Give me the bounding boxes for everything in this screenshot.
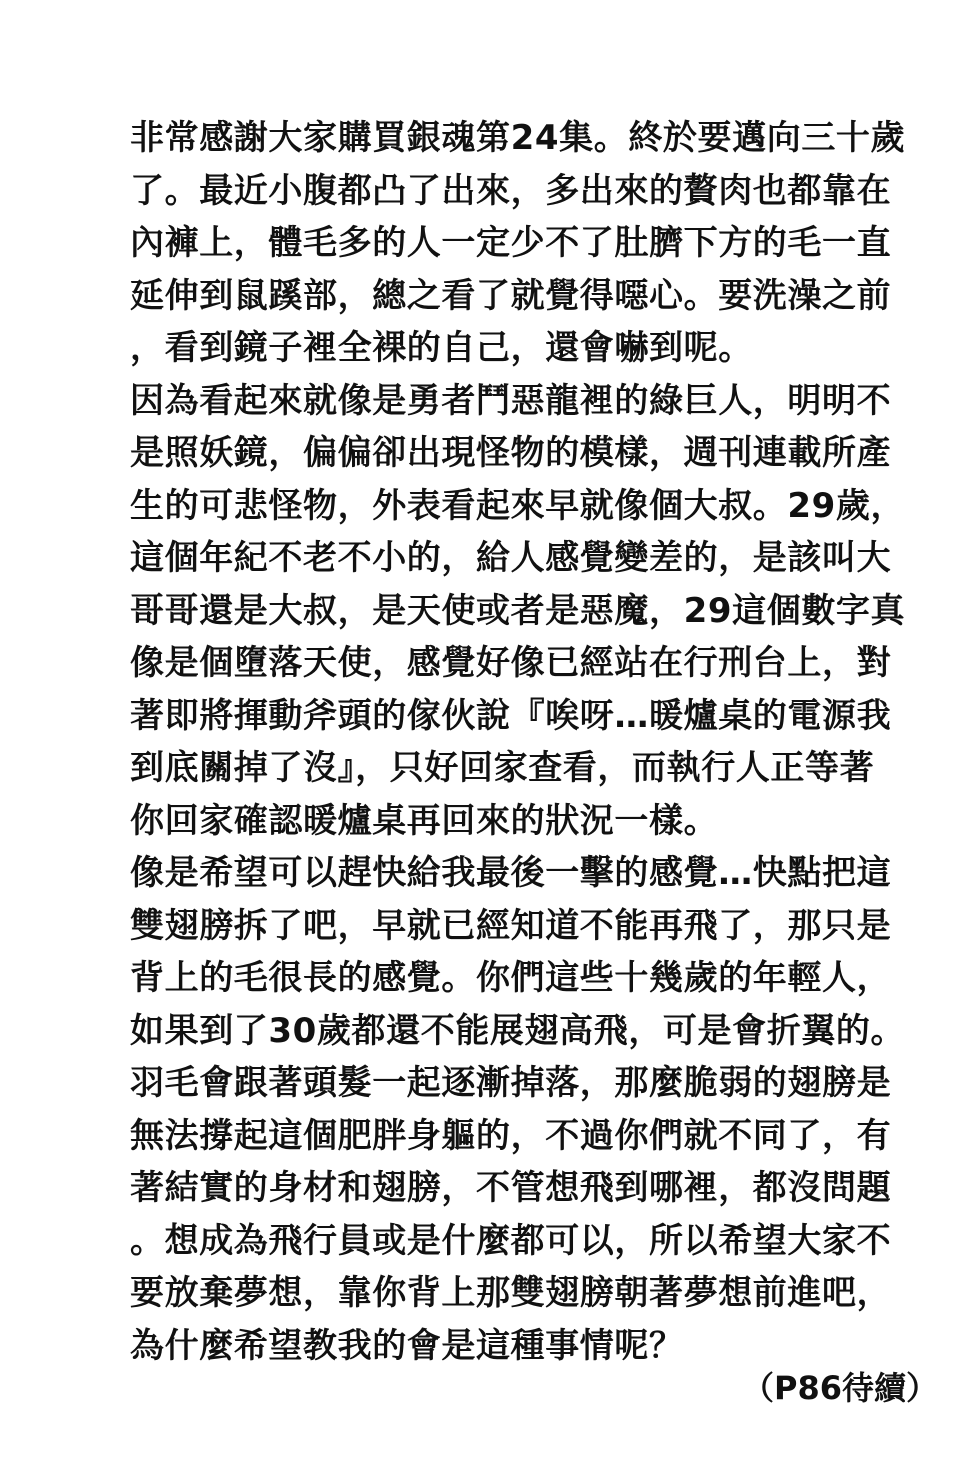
text-line: 。想成為飛行員或是什麼都可以，所以希望大家不 bbox=[130, 1220, 892, 1261]
text-line: 延伸到鼠蹊部，總之看了就覺得噁心。要洗澡之前 bbox=[130, 275, 892, 316]
text-line: 為什麼希望教我的會是這種事情呢？ bbox=[130, 1325, 684, 1366]
text-line: 了。最近小腹都凸了出來，多出來的贅肉也都靠在 bbox=[130, 170, 892, 211]
text-line: 背上的毛很長的感覺。你們這些十幾歲的年輕人， bbox=[130, 958, 892, 998]
afterword-text bbox=[130, 112, 906, 1372]
text-line: 這個年紀不老不小的，給人感覺變差的，是該叫大 bbox=[130, 538, 892, 578]
text-line: 內褲上，體毛多的人一定少不了肚臍下方的毛一直 bbox=[130, 223, 892, 263]
text-line: 雙翅膀拆了吧，早就已經知道不能再飛了，那只是 bbox=[130, 905, 892, 946]
text-line: 著結實的身材和翅膀，不管想飛到哪裡，都沒問題 bbox=[130, 1168, 892, 1208]
text-line: 羽毛會跟著頭髮一起逐漸掉落，那麼脆弱的翅膀是 bbox=[130, 1063, 892, 1103]
text-line: 到底關掉了沒』，只好回家查看，而執行人正等著 bbox=[130, 748, 875, 788]
text-line: 你回家確認暖爐桌再回來的狀況一樣。 bbox=[130, 800, 719, 841]
text-line: 非常感謝大家購買銀魂第24集。終於要邁向三十歲 bbox=[130, 118, 906, 158]
text-line: 哥哥還是大叔，是天使或者是惡魔，29這個數字真 bbox=[130, 590, 906, 631]
text-line: 因為看起來就像是勇者鬥惡龍裡的綠巨人，明明不 bbox=[130, 380, 892, 421]
text-line: 著即將揮動斧頭的傢伙說『唉呀…暖爐桌的電源我 bbox=[130, 695, 892, 736]
text-line: 如果到了30歲都還不能展翅高飛，可是會折翼的。 bbox=[130, 1010, 906, 1051]
continued-note: （P86待續） bbox=[742, 1369, 938, 1407]
text-line: ，看到鏡子裡全裸的自己，還會嚇到呢。 bbox=[130, 328, 753, 368]
text-line: 要放棄夢想，靠你背上那雙翅膀朝著夢想前進吧， bbox=[130, 1273, 892, 1313]
text-line: 像是希望可以趕快給我最後一擊的感覺…快點把這 bbox=[130, 853, 892, 893]
text-line: 像是個墮落天使，感覺好像已經站在行刑台上，對 bbox=[130, 643, 892, 683]
text-line: 無法撐起這個肥胖身軀的，不過你們就不同了，有 bbox=[130, 1115, 892, 1156]
text-line: 是照妖鏡，偏偏卻出現怪物的模樣，週刊連載所產 bbox=[130, 433, 892, 473]
text-line: 生的可悲怪物，外表看起來早就像個大叔。29歲， bbox=[130, 485, 906, 526]
